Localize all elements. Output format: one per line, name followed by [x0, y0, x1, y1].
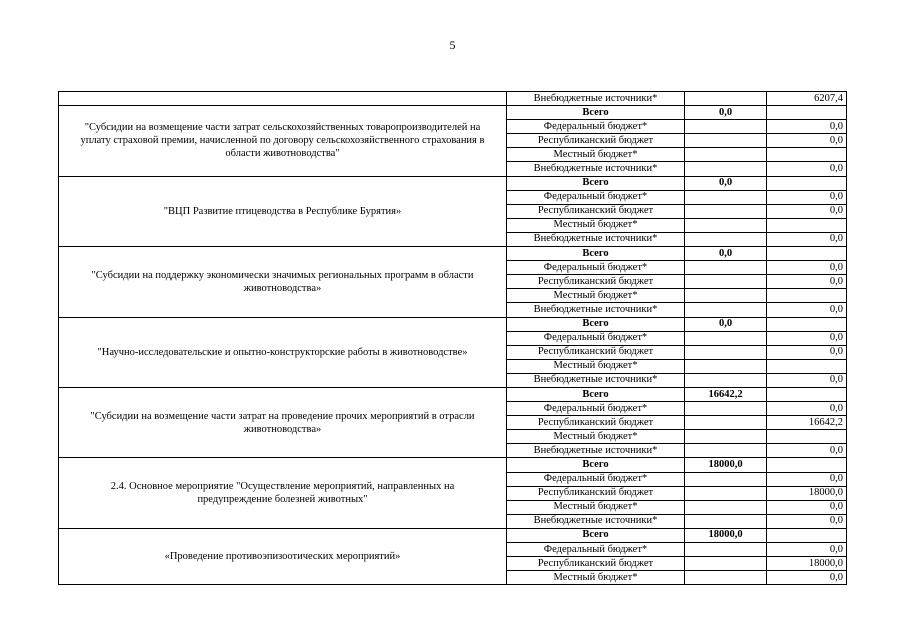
total-cell: 0,0	[685, 317, 767, 331]
total-cell	[685, 373, 767, 387]
funding-source-cell: Республиканский бюджет	[507, 204, 685, 218]
value-cell: 0,0	[767, 190, 847, 204]
value-cell	[767, 359, 847, 373]
funding-source-cell: Всего	[507, 106, 685, 120]
section-name-cell: "Научно-исследовательские и опытно-конструкторские работы в животноводстве»	[59, 317, 507, 387]
table-row	[59, 247, 847, 261]
value-cell: 0,0	[767, 472, 847, 486]
section-name-cell: "Субсидии на возмещение части затрат сельскохозяйственных товаропроизводителей на уплату страховой премии, начисленной по договору сельскохозяйственного страхования в области животноводства"	[59, 106, 507, 176]
total-cell	[685, 500, 767, 514]
funding-source-cell: Местный бюджет*	[507, 430, 685, 444]
total-cell: 18000,0	[685, 458, 767, 472]
value-cell: 0,0	[767, 402, 847, 416]
funding-source-cell: Республиканский бюджет	[507, 557, 685, 571]
funding-source-cell: Федеральный бюджет*	[507, 543, 685, 557]
funding-source-cell: Внебюджетные источники*	[507, 444, 685, 458]
value-cell: 0,0	[767, 162, 847, 176]
funding-source-cell: Всего	[507, 528, 685, 542]
total-cell	[685, 472, 767, 486]
budget-table-body	[59, 92, 847, 585]
funding-source-cell: Внебюджетные источники*	[507, 162, 685, 176]
table-row	[59, 92, 847, 106]
value-cell: 18000,0	[767, 557, 847, 571]
funding-source-cell: Федеральный бюджет*	[507, 472, 685, 486]
total-cell	[685, 543, 767, 557]
funding-source-cell: Внебюджетные источники*	[507, 92, 685, 106]
funding-source-cell: Федеральный бюджет*	[507, 402, 685, 416]
funding-source-cell: Местный бюджет*	[507, 359, 685, 373]
total-cell	[685, 148, 767, 162]
value-cell	[767, 289, 847, 303]
value-cell	[767, 106, 847, 120]
total-cell	[685, 331, 767, 345]
value-cell: 0,0	[767, 261, 847, 275]
value-cell: 0,0	[767, 303, 847, 317]
section-name-cell	[59, 92, 507, 106]
funding-source-cell: Республиканский бюджет	[507, 134, 685, 148]
value-cell	[767, 528, 847, 542]
table-row	[59, 458, 847, 472]
total-cell	[685, 430, 767, 444]
value-cell: 0,0	[767, 232, 847, 246]
funding-source-cell: Республиканский бюджет	[507, 486, 685, 500]
funding-source-cell: Местный бюджет*	[507, 500, 685, 514]
funding-source-cell: Федеральный бюджет*	[507, 261, 685, 275]
total-cell: 0,0	[685, 176, 767, 190]
funding-source-cell: Всего	[507, 247, 685, 261]
value-cell: 0,0	[767, 373, 847, 387]
total-cell	[685, 275, 767, 289]
value-cell: 6207,4	[767, 92, 847, 106]
funding-source-cell: Местный бюджет*	[507, 571, 685, 585]
funding-source-cell: Местный бюджет*	[507, 289, 685, 303]
value-cell: 16642,2	[767, 416, 847, 430]
section-name-cell: 2.4. Основное мероприятие "Осуществление мероприятий, направленных на предупреждение болезней животных"	[59, 458, 507, 528]
value-cell: 0,0	[767, 120, 847, 134]
total-cell	[685, 571, 767, 585]
funding-source-cell: Внебюджетные источники*	[507, 232, 685, 246]
value-cell	[767, 387, 847, 401]
total-cell	[685, 162, 767, 176]
value-cell: 0,0	[767, 331, 847, 345]
value-cell	[767, 247, 847, 261]
total-cell	[685, 218, 767, 232]
section-name-cell: "ВЦП Развитие птицеводства в Республике Бурятия»	[59, 176, 507, 246]
funding-source-cell: Всего	[507, 317, 685, 331]
funding-source-cell: Республиканский бюджет	[507, 345, 685, 359]
funding-source-cell: Федеральный бюджет*	[507, 331, 685, 345]
value-cell	[767, 458, 847, 472]
funding-source-cell: Всего	[507, 176, 685, 190]
total-cell	[685, 416, 767, 430]
funding-source-cell: Местный бюджет*	[507, 148, 685, 162]
value-cell	[767, 176, 847, 190]
total-cell	[685, 120, 767, 134]
total-cell	[685, 190, 767, 204]
total-cell	[685, 345, 767, 359]
total-cell	[685, 232, 767, 246]
section-name-cell: "Субсидии на поддержку экономически значимых региональных программ в области животноводства»	[59, 247, 507, 317]
value-cell: 18000,0	[767, 486, 847, 500]
funding-source-cell: Федеральный бюджет*	[507, 120, 685, 134]
value-cell: 0,0	[767, 500, 847, 514]
funding-source-cell: Местный бюджет*	[507, 218, 685, 232]
budget-table	[58, 91, 847, 585]
table-row	[59, 317, 847, 331]
funding-source-cell: Республиканский бюджет	[507, 275, 685, 289]
total-cell	[685, 134, 767, 148]
table-row	[59, 528, 847, 542]
value-cell	[767, 218, 847, 232]
total-cell	[685, 289, 767, 303]
value-cell	[767, 317, 847, 331]
value-cell: 0,0	[767, 204, 847, 218]
value-cell: 0,0	[767, 571, 847, 585]
value-cell: 0,0	[767, 275, 847, 289]
funding-source-cell: Внебюджетные источники*	[507, 373, 685, 387]
value-cell: 0,0	[767, 345, 847, 359]
total-cell	[685, 486, 767, 500]
total-cell	[685, 92, 767, 106]
section-name-cell: "Субсидии на возмещение части затрат на проведение прочих мероприятий в отрасли животноводства»	[59, 387, 507, 457]
funding-source-cell: Внебюджетные источники*	[507, 514, 685, 528]
value-cell: 0,0	[767, 543, 847, 557]
total-cell	[685, 402, 767, 416]
funding-source-cell: Всего	[507, 387, 685, 401]
total-cell	[685, 514, 767, 528]
value-cell: 0,0	[767, 444, 847, 458]
value-cell: 0,0	[767, 514, 847, 528]
value-cell	[767, 430, 847, 444]
funding-source-cell: Внебюджетные источники*	[507, 303, 685, 317]
table-row	[59, 106, 847, 120]
total-cell: 18000,0	[685, 528, 767, 542]
value-cell	[767, 148, 847, 162]
total-cell	[685, 204, 767, 218]
total-cell	[685, 444, 767, 458]
value-cell: 0,0	[767, 134, 847, 148]
total-cell	[685, 303, 767, 317]
total-cell: 0,0	[685, 106, 767, 120]
section-name-cell: «Проведение противоэпизоотических мероприятий»	[59, 528, 507, 584]
funding-source-cell: Федеральный бюджет*	[507, 190, 685, 204]
funding-source-cell: Всего	[507, 458, 685, 472]
total-cell	[685, 557, 767, 571]
page-number: 5	[449, 38, 456, 52]
table-row	[59, 176, 847, 190]
total-cell: 0,0	[685, 247, 767, 261]
total-cell: 16642,2	[685, 387, 767, 401]
total-cell	[685, 359, 767, 373]
total-cell	[685, 261, 767, 275]
table-row	[59, 387, 847, 401]
funding-source-cell: Республиканский бюджет	[507, 416, 685, 430]
